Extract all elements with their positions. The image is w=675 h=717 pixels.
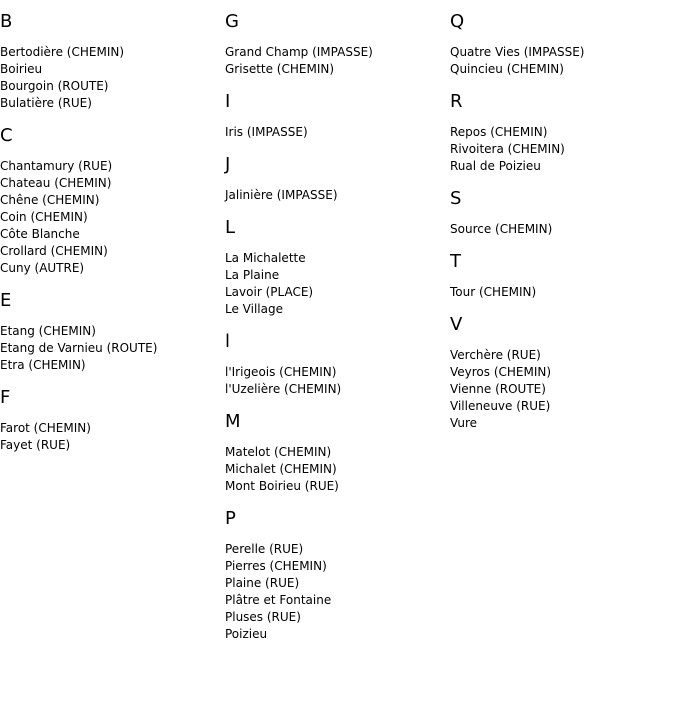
street-link[interactable]: Rual de Poizieu [450,159,541,173]
letter-heading: l [225,331,231,352]
street-link[interactable]: Michalet (CHEMIN) [225,462,337,476]
street-link[interactable]: Rivoitera (CHEMIN) [450,142,565,156]
letter-section [450,187,675,238]
street-link[interactable]: Le Village [225,302,283,316]
letter-heading: M [225,411,241,432]
street-link[interactable]: Quatre Vies (IMPASSE) [450,45,585,59]
street-link[interactable]: Vienne (ROUTE) [450,382,546,396]
street-link[interactable]: Boirieu [0,62,43,76]
letter-section [225,153,450,204]
street-link[interactable]: Lavoir (PLACE) [225,285,314,299]
street-link[interactable]: Plaine (RUE) [225,576,300,590]
street-link[interactable]: Côte Blanche [0,227,80,241]
street-link[interactable]: Iris (IMPASSE) [225,125,308,139]
street-link[interactable]: Chantamury (RUE) [0,159,113,173]
letter-heading: L [225,217,236,238]
letter-heading: C [0,125,13,146]
letter-section [225,90,450,141]
letter-section [0,386,225,454]
letter-heading: B [0,11,13,32]
street-link[interactable]: Pierres (CHEMIN) [225,559,327,573]
letter-section [0,10,225,112]
street-link[interactable]: Fayet (RUE) [0,438,71,452]
letter-heading: E [0,290,12,311]
street-link[interactable]: Source (CHEMIN) [450,222,553,236]
street-link[interactable]: Poizieu [225,627,268,641]
letter-section [225,507,450,643]
street-link[interactable]: Chêne (CHEMIN) [0,193,100,207]
street-link[interactable]: La Plaine [225,268,280,282]
letter-heading: J [225,154,231,175]
street-link[interactable]: Bulatière (RUE) [0,96,92,110]
street-link[interactable]: l'Irigeois (CHEMIN) [225,365,337,379]
street-link[interactable]: Villeneuve (RUE) [450,399,551,413]
letter-heading: P [225,508,236,529]
index-column-2 [225,10,450,655]
street-link[interactable]: Plâtre et Fontaine [225,593,332,607]
street-link[interactable]: Chateau (CHEMIN) [0,176,112,190]
letter-section [0,289,225,374]
index-column-1 [0,10,225,466]
street-link[interactable]: Etang (CHEMIN) [0,324,96,338]
street-link[interactable]: Etra (CHEMIN) [0,358,86,372]
street-link[interactable]: Vure [450,416,478,430]
street-link[interactable]: Mont Boirieu (RUE) [225,479,339,493]
street-link[interactable]: Crollard (CHEMIN) [0,244,108,258]
letter-section [450,313,675,432]
letter-heading: Q [450,11,465,32]
street-link[interactable]: Pluses (RUE) [225,610,301,624]
street-link[interactable]: Tour (CHEMIN) [450,285,537,299]
street-link[interactable]: Bourgoin (ROUTE) [0,79,109,93]
letter-heading: T [450,251,461,272]
letter-section [450,10,675,78]
street-link[interactable]: Perelle (RUE) [225,542,304,556]
letter-section [225,410,450,495]
letter-heading: I [225,91,231,112]
letter-section [0,124,225,277]
street-link[interactable]: La Michalette [225,251,306,265]
street-link[interactable]: Etang de Varnieu (ROUTE) [0,341,158,355]
street-link[interactable]: l'Uzelière (CHEMIN) [225,382,342,396]
street-link[interactable]: Cuny (AUTRE) [0,261,85,275]
street-link[interactable]: Farot (CHEMIN) [0,421,91,435]
street-link[interactable]: Grand Champ (IMPASSE) [225,45,373,59]
letter-heading: F [0,387,11,408]
street-link[interactable]: Repos (CHEMIN) [450,125,548,139]
street-link[interactable]: Grisette (CHEMIN) [225,62,335,76]
letter-heading: V [450,314,463,335]
letter-heading: S [450,188,462,209]
street-link[interactable]: Quincieu (CHEMIN) [450,62,564,76]
street-link[interactable]: Jalinière (IMPASSE) [225,188,338,202]
letter-section [225,216,450,318]
street-link[interactable]: Bertodière (CHEMIN) [0,45,125,59]
street-link[interactable]: Verchère (RUE) [450,348,541,362]
index-column-3 [450,10,675,444]
letter-heading: R [450,91,463,112]
street-link[interactable]: Matelot (CHEMIN) [225,445,332,459]
letter-heading: G [225,11,239,32]
letter-section [225,330,450,398]
street-link[interactable]: Veyros (CHEMIN) [450,365,552,379]
street-link[interactable]: Coin (CHEMIN) [0,210,88,224]
letter-section [450,250,675,301]
letter-section [450,90,675,175]
letter-section [225,10,450,78]
